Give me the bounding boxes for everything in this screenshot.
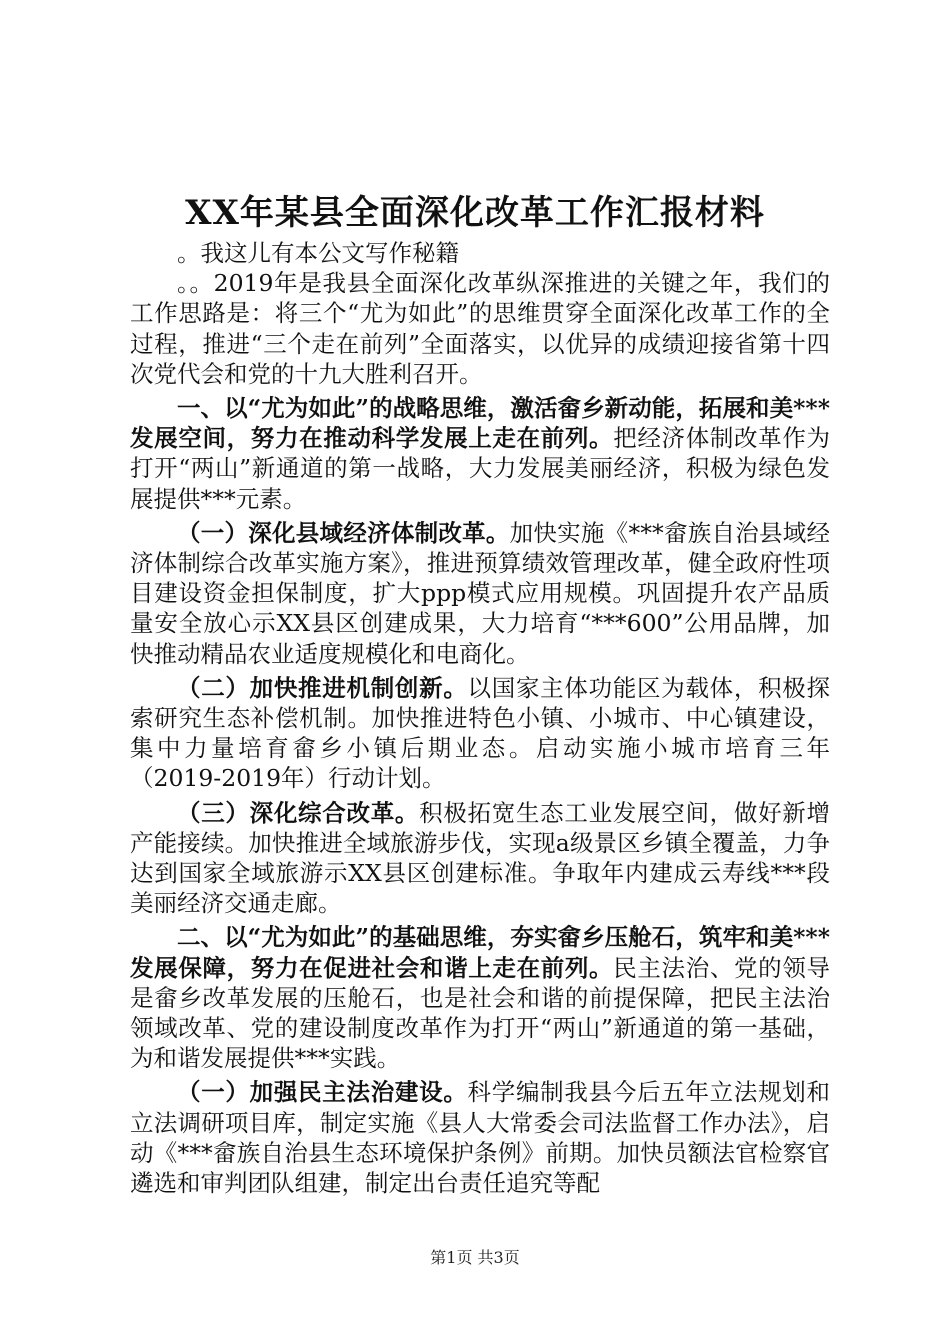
paragraph [130,922,830,1073]
paragraph [130,268,830,389]
paragraph [130,238,830,268]
paragraph-heading: （三）深化综合改革。 [177,798,420,827]
paragraph-heading: （一）深化县域经济体制改革。 [177,518,510,547]
paragraph-heading: （一）加强民主法治建设。 [177,1078,468,1107]
paragraph-text: 民主法治、党的领导是畲乡改革发展的压舱石，也是社会和谐的前提保障，把民主法治领域改革、党的建设制度改革作为打开“两山”新通道的第一基础，为和谐发展提供***实践。 [130,953,831,1073]
paragraph-text: 积极拓宽生态工业发展空间，做好新增产能接续。加快推进全域旅游步伐，实现a级景区乡镇全覆盖，力争达到国家全域旅游示XX县区创建标准。争取年内建成云寿线***段美丽经济交通走廊。 [130,798,831,918]
paragraph-text: 加快实施《***畲族自治县域经济体制综合改革实施方案》，推进预算绩效管理改革，健全政府性项目建设资金担保制度，扩大ppp模式应用规模。巩固提升农产品质量安全放心示XX县区创建成果，大力培育“***600”公用品牌，加快推动精品农业适度规模化和电商化。 [130,518,831,668]
paragraph-text: 以国家主体功能区为载体，积极探索研究生态补偿机制。加快推进特色小镇、小城市、中心镇建设，集中力量培育畲乡小镇后期业态。启动实施小城市培育三年（2019-2019年）行动计划。 [130,673,831,793]
document-title: XX年某县全面深化改革工作汇报材料 [185,193,765,233]
paragraph [130,518,830,669]
paragraph-heading: 二、以“尤为如此”的基础思维，夯实畲乡压舱石，筑牢和美***发展保障，努力在促进社会和谐上走在前列。 [130,923,830,982]
document-body [130,238,830,1198]
paragraph [130,1077,830,1198]
paragraph [130,798,830,919]
paragraph-text: 把经济体制改革作为打开“两山”新通道的第一战略，大力发展美丽经济，积极为绿色发展提供***元素。 [130,424,831,513]
page-number-footer: 第1页 共3页 [430,1248,520,1267]
paragraph [130,393,830,514]
paragraph-text: 。。2019年是我县全面深化改革纵深推进的关键之年，我们的工作思路是：将三个“尤为如此”的思维贯穿全面深化改革工作的全过程，推进“三个走在前列”全面落实，以优异的成绩迎接省第十四次党代会和党的十九大胜利召开。 [130,269,830,388]
paragraph-heading: 一、以“尤为如此”的战略思维，激活畲乡新动能，拓展和美***发展空间，努力在推动科学发展上走在前列。 [130,394,830,453]
paragraph-heading: （二）加快推进机制创新。 [177,673,468,702]
paragraph-text: 。我这儿有本公文写作秘籍 [177,239,459,267]
paragraph [130,673,830,794]
paragraph-text: 科学编制我县今后五年立法规划和立法调研项目库，制定实施《县人大常委会司法监督工作办法》，启动《***畲族自治县生态环境保护条例》前期。加快员额法官检察官遴选和审判团队组建，制定出台责任追究等配 [130,1078,831,1198]
